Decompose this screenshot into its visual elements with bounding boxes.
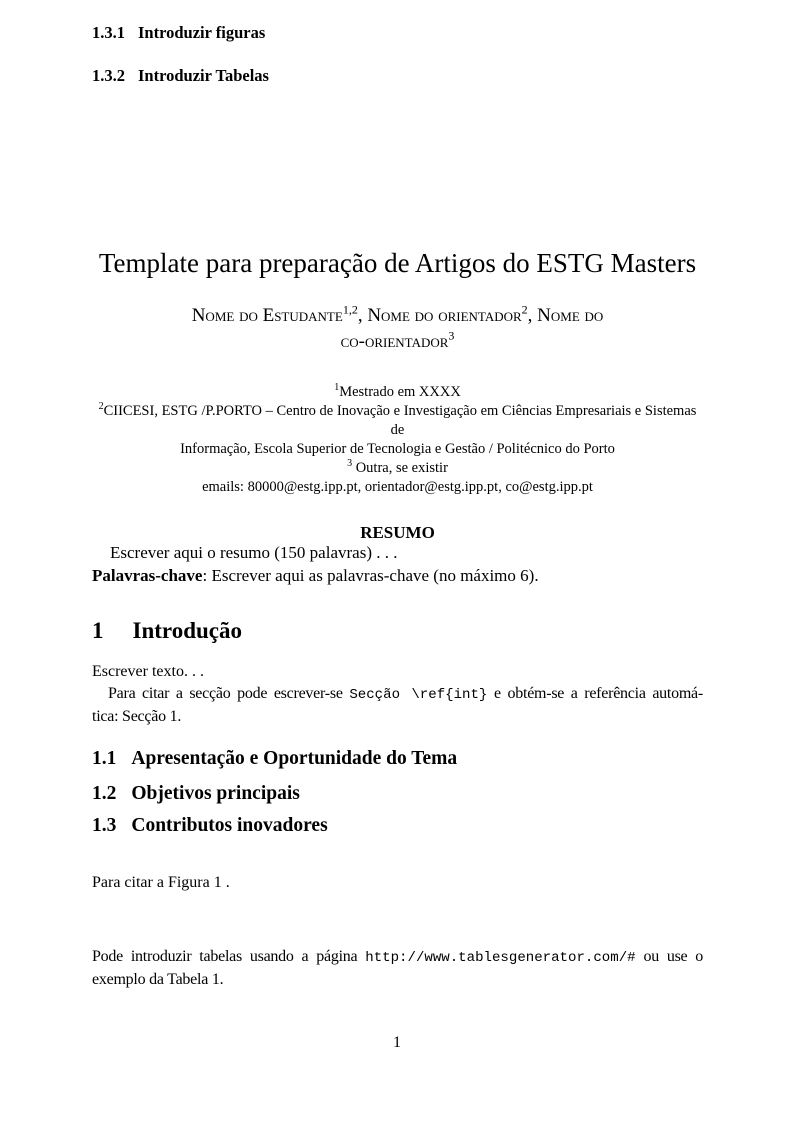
subsection-number: 1.1: [92, 748, 117, 769]
paragraph-intro: Escrever texto. . .: [92, 663, 204, 680]
paragraph-line: [92, 946, 703, 969]
cite-pre-text: Para citar a secção pode escrever-se: [108, 685, 350, 702]
affiliation-text: Mestrado em XXXX: [339, 384, 461, 400]
section-title: Introdução: [132, 618, 242, 643]
emails-text: emails: 80000@estg.ipp.pt, orientador@estg.ipp.pt, co@estg.ipp.pt: [202, 479, 593, 495]
page-content: [92, 0, 703, 1123]
tablesgenerator-url: http://www.tablesgenerator.com/#: [365, 950, 636, 966]
subsubsection-title: Introduzir figuras: [138, 22, 266, 42]
affiliation-sup: 3: [347, 458, 353, 470]
affiliation-text: CIICESI, ESTG /P.PORTO – Centro de Inovação e Investigação em Ciências Empresariais e Sistemas de: [103, 403, 697, 438]
author-advisor: , Nome do orientador: [357, 305, 522, 326]
author-coadvisor-sup: 3: [448, 328, 455, 343]
cite-post-text: e obtém-se a referência automá-: [487, 685, 703, 702]
subsection-title: Contributos inovadores: [131, 815, 328, 836]
paragraph-cite-figure: Para citar a Figura 1 .: [92, 874, 230, 891]
subsection-title: Apresentação e Oportunidade do Tema: [131, 748, 458, 769]
abstract-heading: RESUMO: [360, 523, 435, 542]
affiliations-block: [92, 383, 703, 497]
affiliation-line: [92, 459, 703, 478]
subsubsection-number: 1.3.1: [92, 22, 125, 42]
affiliation-line: [92, 402, 703, 440]
paragraph-cite-section: [92, 683, 703, 729]
authors-block: [92, 303, 703, 355]
affiliation-line: [92, 383, 703, 402]
tables-post-text: ou use o: [635, 948, 704, 965]
keywords-label: Palavras-chave: [92, 565, 203, 585]
subsubsection-number: 1.3.2: [92, 65, 125, 85]
author-coadvisor-prefix: , Nome do: [527, 305, 604, 326]
section-heading-introducao: [92, 617, 703, 645]
abstract-body: [92, 542, 703, 587]
paper-title: Template para preparação de Artigos do ESTG Masters: [98, 248, 697, 278]
author-student-sup: 1,2: [342, 302, 358, 317]
tables-pre-text: Pode introduzir tabelas usando a página: [92, 948, 366, 965]
page-number: 1: [393, 1034, 401, 1051]
subsubsection-heading-1-3-2: [92, 65, 703, 86]
abstract-text: Escrever aqui o resumo (150 palavras) . . .: [110, 543, 398, 562]
affiliation-sup: 1: [334, 382, 340, 394]
subsubsection-title: Introduzir Tabelas: [138, 65, 269, 85]
subsubsection-heading-1-3-1: [92, 22, 703, 43]
subsection-number: 1.2: [92, 783, 117, 804]
subsection-heading-1-1: [92, 746, 703, 771]
keywords-text: : Escrever aqui as palavras-chave (no máximo 6).: [202, 565, 539, 585]
affiliation-text: Informação, Escola Superior de Tecnologia e Gestão / Politécnico do Porto: [180, 441, 615, 457]
subsection-heading-1-2: [92, 781, 703, 806]
paragraph-line: exemplo da Tabela 1.: [92, 971, 224, 989]
subsection-number: 1.3: [92, 815, 117, 836]
emails-line: [92, 478, 703, 497]
latex-ref-code: Secção \ref{int}: [349, 687, 488, 703]
subsection-heading-1-3: [92, 813, 703, 838]
paragraph-line: tica: Secção 1.: [92, 708, 182, 726]
subsection-title: Objetivos principais: [131, 783, 300, 804]
affiliation-sup: 2: [98, 401, 104, 413]
author-coadvisor: co-orientador: [340, 331, 449, 352]
paragraph-tables: [92, 946, 703, 992]
section-number: 1: [92, 618, 104, 643]
keywords-line: [92, 565, 703, 588]
author-student: Nome do Estudante: [191, 305, 343, 326]
affiliation-text: Outra, se existir: [352, 460, 448, 476]
paragraph-line: [92, 683, 703, 706]
affiliation-line: [92, 440, 703, 459]
author-advisor-sup: 2: [521, 302, 528, 317]
